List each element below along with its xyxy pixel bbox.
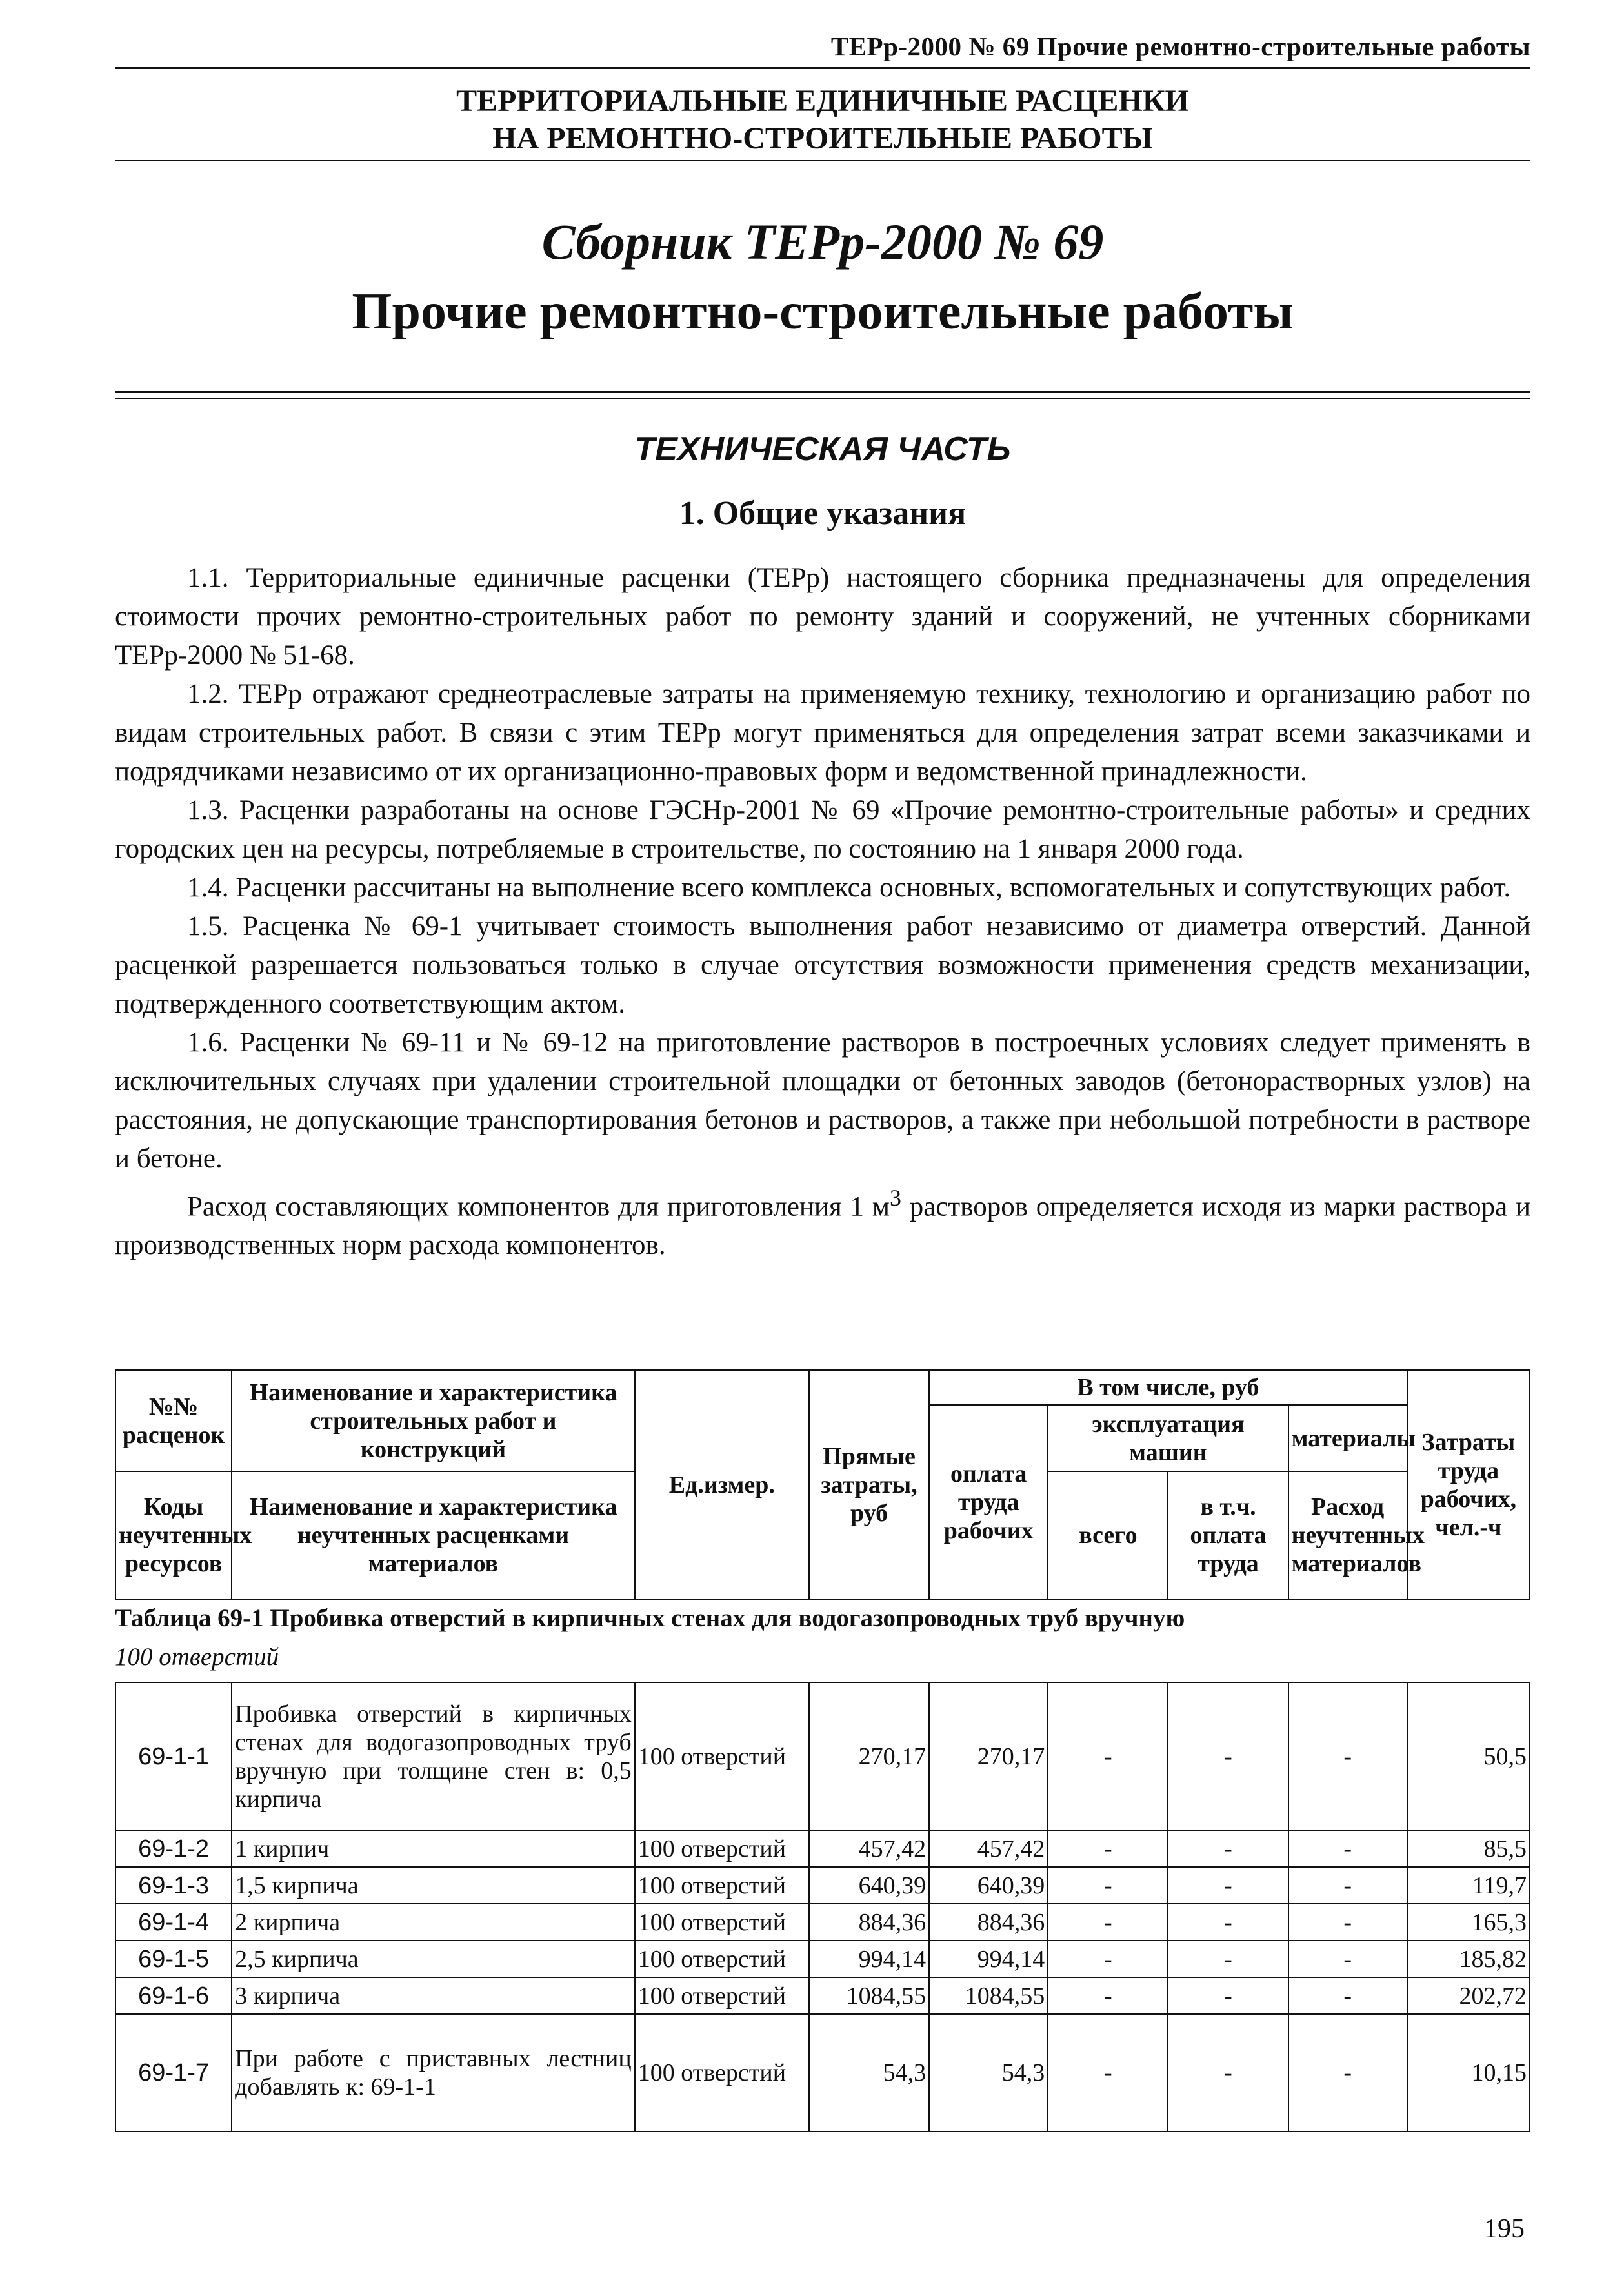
rates-table-body [115,1682,1530,2132]
rate-code: 69-1-7 [115,2014,232,2132]
materials: - [1288,1941,1407,1977]
paragraph-1-4: 1.4. Расценки рассчитаны на выполнение всего комплекса основных, вспомогательных и сопутствующих работ. [187,873,1511,903]
rate-description: 2,5 кирпича [232,1941,635,1977]
labor-pay: 457,42 [929,1830,1048,1867]
table-row [115,1682,1530,1830]
rate-description: 1 кирпич [232,1830,635,1867]
collection-title: Сборник ТЕРр-2000 № 69 [541,214,1104,270]
labor-pay: 54,3 [929,2014,1048,2132]
header-unaccounted-materials: Наименование и характеристика неучтенных расценками материалов [232,1471,635,1599]
machines-pay: - [1168,2014,1288,2132]
header-resource-codes: Коды неучтенных ресурсов [115,1471,232,1599]
rate-description: 2 кирпича [232,1904,635,1941]
machines-pay: - [1168,1904,1288,1941]
labor-cost: 10,15 [1407,2014,1530,2132]
machines-pay: - [1168,1830,1288,1867]
rate-code: 69-1-3 [115,1867,232,1904]
header-material-consumption: Расход неучтенных материалов [1288,1471,1407,1599]
rate-code: 69-1-6 [115,1977,232,2014]
section-heading: ТЕХНИЧЕСКАЯ ЧАСТЬ [634,430,1011,468]
table-unit: 100 отверстий [115,1643,279,1671]
machines-total: - [1048,1977,1168,2014]
rate-unit: 100 отверстий [635,1977,809,2014]
machines-total: - [1048,1682,1168,1830]
paragraph-1-3: 1.3. Расценки разработаны на основе ГЭСНр-2001 № 69 «Прочие ремонтно-строительные работы» и средних городских цен на ресурсы, потребляемые в строительстве, по состоянию на 1 января 2000 года. [115,795,1530,864]
machines-total: - [1048,2014,1168,2132]
labor-pay: 270,17 [929,1682,1048,1830]
table-row [115,1941,1530,1977]
machines-total: - [1048,1941,1168,1977]
labor-pay: 994,14 [929,1941,1048,1977]
labor-pay: 1084,55 [929,1977,1048,2014]
paragraph-1-1: 1.1. Территориальные единичные расценки (ТЕРр) настоящего сборника предназначены для определения стоимости прочих ремонтно-строительных работ по ремонту зданий и сооружений, не учтенных сборниками ТЕРр-2000 № 51-68. [115,563,1530,671]
table-caption: Таблица 69-1 Пробивка отверстий в кирпичных стенах для водогазопроводных труб вручную [115,1604,1185,1632]
materials: - [1288,1682,1407,1830]
direct-costs: 54,3 [809,2014,929,2132]
table-row [115,2014,1530,2132]
header-labor-pay: оплата труда рабочих [929,1405,1048,1599]
title-line-2: НА РЕМОНТНО-СТРОИТЕЛЬНЫЕ РАБОТЫ [492,121,1153,156]
direct-costs: 994,14 [809,1941,929,1977]
machines-pay: - [1168,1941,1288,1977]
header-materials: материалы [1288,1405,1407,1471]
machines-pay: - [1168,1682,1288,1830]
labor-cost: 202,72 [1407,1977,1530,2014]
materials: - [1288,2014,1407,2132]
labor-pay: 884,36 [929,1904,1048,1941]
table-row [115,1904,1530,1941]
direct-costs: 457,42 [809,1830,929,1867]
rate-description: 1,5 кирпича [232,1867,635,1904]
rate-unit: 100 отверстий [635,1867,809,1904]
rate-code: 69-1-2 [115,1830,232,1867]
header-name: Наименование и характеристика строительных работ и конструкций [232,1370,635,1471]
work-title: Прочие ремонтно-строительные работы [352,283,1294,340]
header-rate-no: №№ расценок [115,1370,232,1471]
direct-costs: 1084,55 [809,1977,929,2014]
machines-total: - [1048,1830,1168,1867]
labor-cost: 165,3 [1407,1904,1530,1941]
header-rule [115,67,1530,69]
rate-description: 3 кирпича [232,1977,635,2014]
labor-cost: 185,82 [1407,1941,1530,1977]
machines-pay: - [1168,1977,1288,2014]
double-rule-top [115,391,1530,393]
paragraph-1-5: 1.5. Расценка № 69-1 учитывает стоимость выполнения работ независимо от диаметра отверстий. Данной расценкой разрешается пользоваться только в случае отсутствия возможности применения средств механизации, подтвержденного соответствующим актом. [115,911,1530,1019]
header-machines-pay: в т.ч. оплата труда [1168,1471,1288,1599]
table-row [115,1830,1530,1867]
paragraph-consumption: Расход составляющих компонентов для приготовления 1 $м^3$ растворов определяется исходя из марки раствора и производственных норм расхода компонентов. [115,1185,1530,1261]
machines-total: - [1048,1904,1168,1941]
rate-unit: 100 отверстий [635,2014,809,2132]
header-direct-costs: Прямые затраты, руб [809,1370,929,1599]
rate-unit: 100 отверстий [635,1830,809,1867]
page-number: 195 [1484,2214,1525,2244]
materials: - [1288,1830,1407,1867]
materials: - [1288,1867,1407,1904]
machines-total: - [1048,1867,1168,1904]
rate-unit: 100 отверстий [635,1904,809,1941]
document-heading [115,83,1530,157]
table-row [115,1867,1530,1904]
header-unit: Ед.измер. [635,1370,809,1599]
title-line-1: ТЕРРИТОРИАЛЬНЫЕ ЕДИНИЧНЫЕ РАСЦЕНКИ [456,84,1189,118]
table-row [115,1977,1530,2014]
general-instructions [115,559,1530,1265]
materials: - [1288,1904,1407,1941]
materials: - [1288,1977,1407,2014]
machines-pay: - [1168,1867,1288,1904]
header-machines: эксплуатация машин [1048,1405,1288,1471]
labor-cost: 50,5 [1407,1682,1530,1830]
paragraph-1-6: 1.6. Расценки № 69-11 и № 69-12 на приготовление растворов в построечных условиях следует применять в исключительных случаях при удалении строительной площадки от бетонных заводов (бетонорастворных узлов) на расстояния, не допускающие транспортирования бетонов и растворов, а также при небольшой потребности в растворе и бетоне. [115,1027,1530,1174]
header-labor-cost: Затраты труда рабочих, чел.-ч [1407,1370,1530,1599]
double-rule-bottom [115,398,1530,399]
header-machines-total: всего [1048,1471,1168,1599]
direct-costs: 270,17 [809,1682,929,1830]
rates-table-header [115,1369,1530,1600]
direct-costs: 884,36 [809,1904,929,1941]
rate-code: 69-1-4 [115,1904,232,1941]
labor-pay: 640,39 [929,1867,1048,1904]
labor-cost: 85,5 [1407,1830,1530,1867]
rate-code: 69-1-1 [115,1682,232,1830]
paragraph-1-2: 1.2. ТЕРр отражают среднеотраслевые затраты на применяемую технику, технологию и организацию работ по видам строительных работ. В связи с этим ТЕРр могут применяться для определения затрат всеми заказчиками и подрядчиками независимо от их организационно-правовых форм и ведомственной принадлежности. [115,679,1530,787]
running-head: ТЕРр-2000 № 69 Прочие ремонтно-строительные работы [830,32,1530,61]
header-including: В том числе, руб [929,1370,1407,1405]
rate-description: Пробивка отверстий в кирпичных стенах для водогазопроводных труб вручную при толщине стен в: 0,5 кирпича [232,1682,635,1830]
rate-code: 69-1-5 [115,1941,232,1977]
subsection-heading: 1. Общие указания [679,495,967,532]
rate-description: При работе с приставных лестниц добавлять к: 69-1-1 [232,2014,635,2132]
labor-cost: 119,7 [1407,1867,1530,1904]
direct-costs: 640,39 [809,1867,929,1904]
title-rule [115,160,1530,161]
rate-unit: 100 отверстий [635,1682,809,1830]
rate-unit: 100 отверстий [635,1941,809,1977]
